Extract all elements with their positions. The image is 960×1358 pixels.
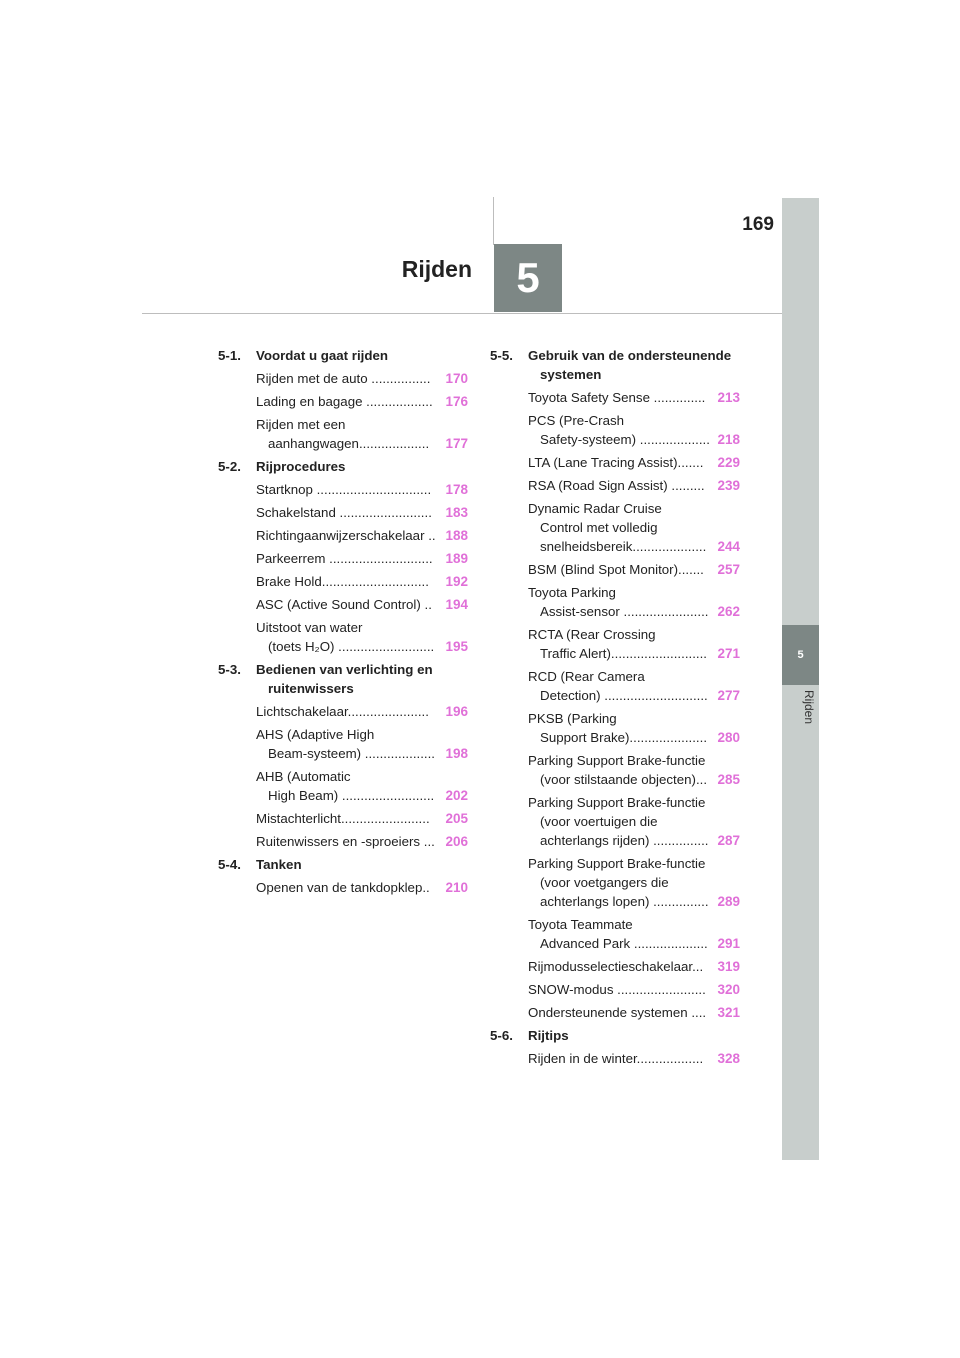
section-number: 5-5. — [490, 348, 513, 363]
toc-entry — [490, 957, 740, 976]
toc-entry — [218, 369, 468, 388]
section-number: 5-1. — [218, 348, 241, 363]
toc-entry-text: RCTA (Rear Crossing Traffic Alert).......................... — [528, 627, 707, 661]
toc-entry — [218, 549, 468, 568]
toc-entry-text: Openen van de tankdopklep.. — [256, 880, 430, 895]
toc-entry — [490, 411, 740, 449]
toc-entry-page-link[interactable]: 257 — [717, 562, 740, 577]
side-tab-number: 5 — [782, 625, 819, 685]
toc-entry — [490, 793, 740, 850]
toc-entry-text: Parking Support Brake-functie (voor stilstaande objecten)... — [528, 753, 708, 787]
chapter-title: Rijden — [401, 256, 472, 282]
toc-right-column — [490, 346, 740, 1072]
toc-entry — [490, 388, 740, 407]
section-title: Rijtips — [528, 1028, 569, 1043]
toc-entry-page-link[interactable]: 271 — [717, 646, 740, 661]
toc-entry-text: RSA (Road Sign Assist) ......... — [528, 478, 705, 493]
toc-entry — [218, 526, 468, 545]
toc-entry — [218, 832, 468, 851]
toc-entry-page-link[interactable]: 177 — [445, 436, 468, 451]
toc-entry — [490, 1049, 740, 1068]
toc-entry-page-link[interactable]: 189 — [445, 551, 468, 566]
toc-left-column — [218, 346, 468, 901]
toc-entry-page-link[interactable]: 183 — [445, 505, 468, 520]
toc-entry-text: SNOW-modus ........................ — [528, 982, 706, 997]
toc-section-heading — [218, 855, 468, 874]
toc-entry-text: Schakelstand ......................... — [256, 505, 432, 520]
toc-entry-text: Dynamic Radar Cruise Control met volledig snelheidsbereik.................... — [528, 501, 707, 554]
toc-entry-page-link[interactable]: 218 — [717, 432, 740, 447]
toc-section-heading — [218, 660, 468, 698]
toc-entry — [218, 878, 468, 897]
section-title: Bedienen van verlichting en ruitenwissers — [256, 662, 433, 696]
side-tab — [782, 198, 819, 1160]
toc-entry — [490, 709, 740, 747]
toc-entry-text: Rijmodusselectieschakelaar... — [528, 959, 704, 974]
toc-entry-page-link[interactable]: 321 — [717, 1005, 740, 1020]
toc-entry — [490, 854, 740, 911]
toc-entry-page-link[interactable]: 195 — [445, 639, 468, 654]
toc-entry-text: Startknop ............................... — [256, 482, 432, 497]
toc-entry-page-link[interactable]: 277 — [717, 688, 740, 703]
toc-entry-text: Mistachterlicht........................ — [256, 811, 430, 826]
toc-entry-text: Lading en bagage .................. — [256, 394, 433, 409]
toc-entry — [490, 751, 740, 789]
toc-entry-page-link[interactable]: 319 — [717, 959, 740, 974]
toc-entry-text: Parkeerrem ............................ — [256, 551, 433, 566]
toc-entry — [218, 725, 468, 763]
toc-entry-text: PKSB (Parking Support Brake)..................... — [528, 711, 708, 745]
toc-entry-text: Richtingaanwijzerschakelaar .. — [256, 528, 436, 543]
toc-entry — [218, 503, 468, 522]
toc-entry-text: Ondersteunende systemen .... — [528, 1005, 707, 1020]
toc-entry-page-link[interactable]: 280 — [717, 730, 740, 745]
toc-entry-text: AHS (Adaptive High Beam-systeem) ................... — [256, 727, 435, 761]
header-divider — [493, 197, 494, 245]
toc-entry-page-link[interactable]: 194 — [445, 597, 468, 612]
toc-entry-text: ASC (Active Sound Control) .. — [256, 597, 432, 612]
toc-entry-text: BSM (Blind Spot Monitor)....... — [528, 562, 704, 577]
toc-entry-text: Ruitenwissers en -sproeiers ... — [256, 834, 435, 849]
section-title: Tanken — [256, 857, 302, 872]
toc-entry — [490, 560, 740, 579]
toc-entry — [490, 667, 740, 705]
section-number: 5-2. — [218, 459, 241, 474]
toc-entry — [218, 392, 468, 411]
toc-entry-page-link[interactable]: 198 — [445, 746, 468, 761]
toc-entry — [490, 915, 740, 953]
toc-entry-text: Parking Support Brake-functie (voor voetgangers die achterlangs lopen) ............... — [528, 856, 709, 909]
toc-entry — [218, 767, 468, 805]
toc-entry-page-link[interactable]: 192 — [445, 574, 468, 589]
toc-section-heading — [490, 346, 740, 384]
toc-entry-text: Rijden met de auto ................ — [256, 371, 431, 386]
toc-entry-page-link[interactable]: 320 — [717, 982, 740, 997]
toc-entry-page-link[interactable]: 206 — [445, 834, 468, 849]
toc-entry — [490, 583, 740, 621]
toc-entry-page-link[interactable]: 328 — [717, 1051, 740, 1066]
toc-entry-page-link[interactable]: 239 — [717, 478, 740, 493]
side-tab-label: Rijden — [802, 690, 816, 725]
chapter-number-box: 5 — [494, 244, 562, 312]
toc-entry-text: Parking Support Brake-functie (voor voertuigen die achterlangs rijden) ............... — [528, 795, 709, 848]
toc-section-heading — [490, 1026, 740, 1045]
toc-entry — [490, 453, 740, 472]
toc-entry-page-link[interactable]: 244 — [717, 539, 740, 554]
toc-entry-page-link[interactable]: 202 — [445, 788, 468, 803]
toc-entry-text: RCD (Rear Camera Detection) ............................ — [528, 669, 708, 703]
toc-entry-page-link[interactable]: 210 — [445, 880, 468, 895]
toc-entry — [218, 809, 468, 828]
toc-entry — [218, 572, 468, 591]
toc-entry-text: Uitstoot van water (toets H₂O) .......................... — [256, 620, 435, 654]
toc-entry-page-link[interactable]: 196 — [445, 704, 468, 719]
toc-entry-page-link[interactable]: 188 — [445, 528, 468, 543]
toc-entry — [490, 625, 740, 663]
toc-entry-text: Toyota Parking Assist-sensor ....................... — [528, 585, 709, 619]
section-title: Gebruik van de ondersteunende systemen — [528, 348, 732, 382]
section-number: 5-6. — [490, 1028, 513, 1043]
toc-entry-page-link[interactable]: 291 — [717, 936, 740, 951]
toc-entry-text: PCS (Pre-Crash Safety-systeem) ................... — [528, 413, 710, 447]
toc-entry-text: AHB (Automatic High Beam) ......................... — [256, 769, 435, 803]
toc-entry — [490, 980, 740, 999]
toc-entry-page-link[interactable]: 289 — [717, 894, 740, 909]
toc-entry-page-link[interactable]: 262 — [717, 604, 740, 619]
toc-entry — [490, 499, 740, 556]
toc-entry-text: Rijden in de winter.................. — [528, 1051, 704, 1066]
toc-entry-page-link[interactable]: 285 — [717, 772, 740, 787]
section-title: Rijprocedures — [256, 459, 346, 474]
toc-entry-page-link[interactable]: 229 — [717, 455, 740, 470]
toc-entry-page-link[interactable]: 176 — [445, 394, 468, 409]
toc-entry — [218, 702, 468, 721]
toc-entry-page-link[interactable]: 287 — [717, 833, 740, 848]
toc-entry-page-link[interactable]: 213 — [717, 390, 740, 405]
toc-section-heading — [218, 346, 468, 365]
toc-entry — [490, 476, 740, 495]
toc-entry — [218, 595, 468, 614]
section-title: Voordat u gaat rijden — [256, 348, 388, 363]
toc-entry-text: Brake Hold............................. — [256, 574, 429, 589]
toc-entry — [218, 415, 468, 453]
toc-entry-text: Lichtschakelaar...................... — [256, 704, 429, 719]
toc-entry-page-link[interactable]: 178 — [445, 482, 468, 497]
toc-entry — [218, 618, 468, 656]
toc-entry-page-link[interactable]: 170 — [445, 371, 468, 386]
section-number: 5-4. — [218, 857, 241, 872]
page-number: 169 — [742, 214, 774, 235]
header-rule — [142, 313, 782, 314]
toc-entry — [218, 480, 468, 499]
toc-entry-text: Rijden met een aanhangwagen................... — [256, 417, 430, 451]
section-number: 5-3. — [218, 662, 241, 677]
toc-entry-text: Toyota Safety Sense .............. — [528, 390, 706, 405]
toc-entry — [490, 1003, 740, 1022]
toc-entry-text: LTA (Lane Tracing Assist)....... — [528, 455, 704, 470]
toc-section-heading — [218, 457, 468, 476]
toc-entry-text: Toyota Teammate Advanced Park .................... — [528, 917, 708, 951]
toc-entry-page-link[interactable]: 205 — [445, 811, 468, 826]
